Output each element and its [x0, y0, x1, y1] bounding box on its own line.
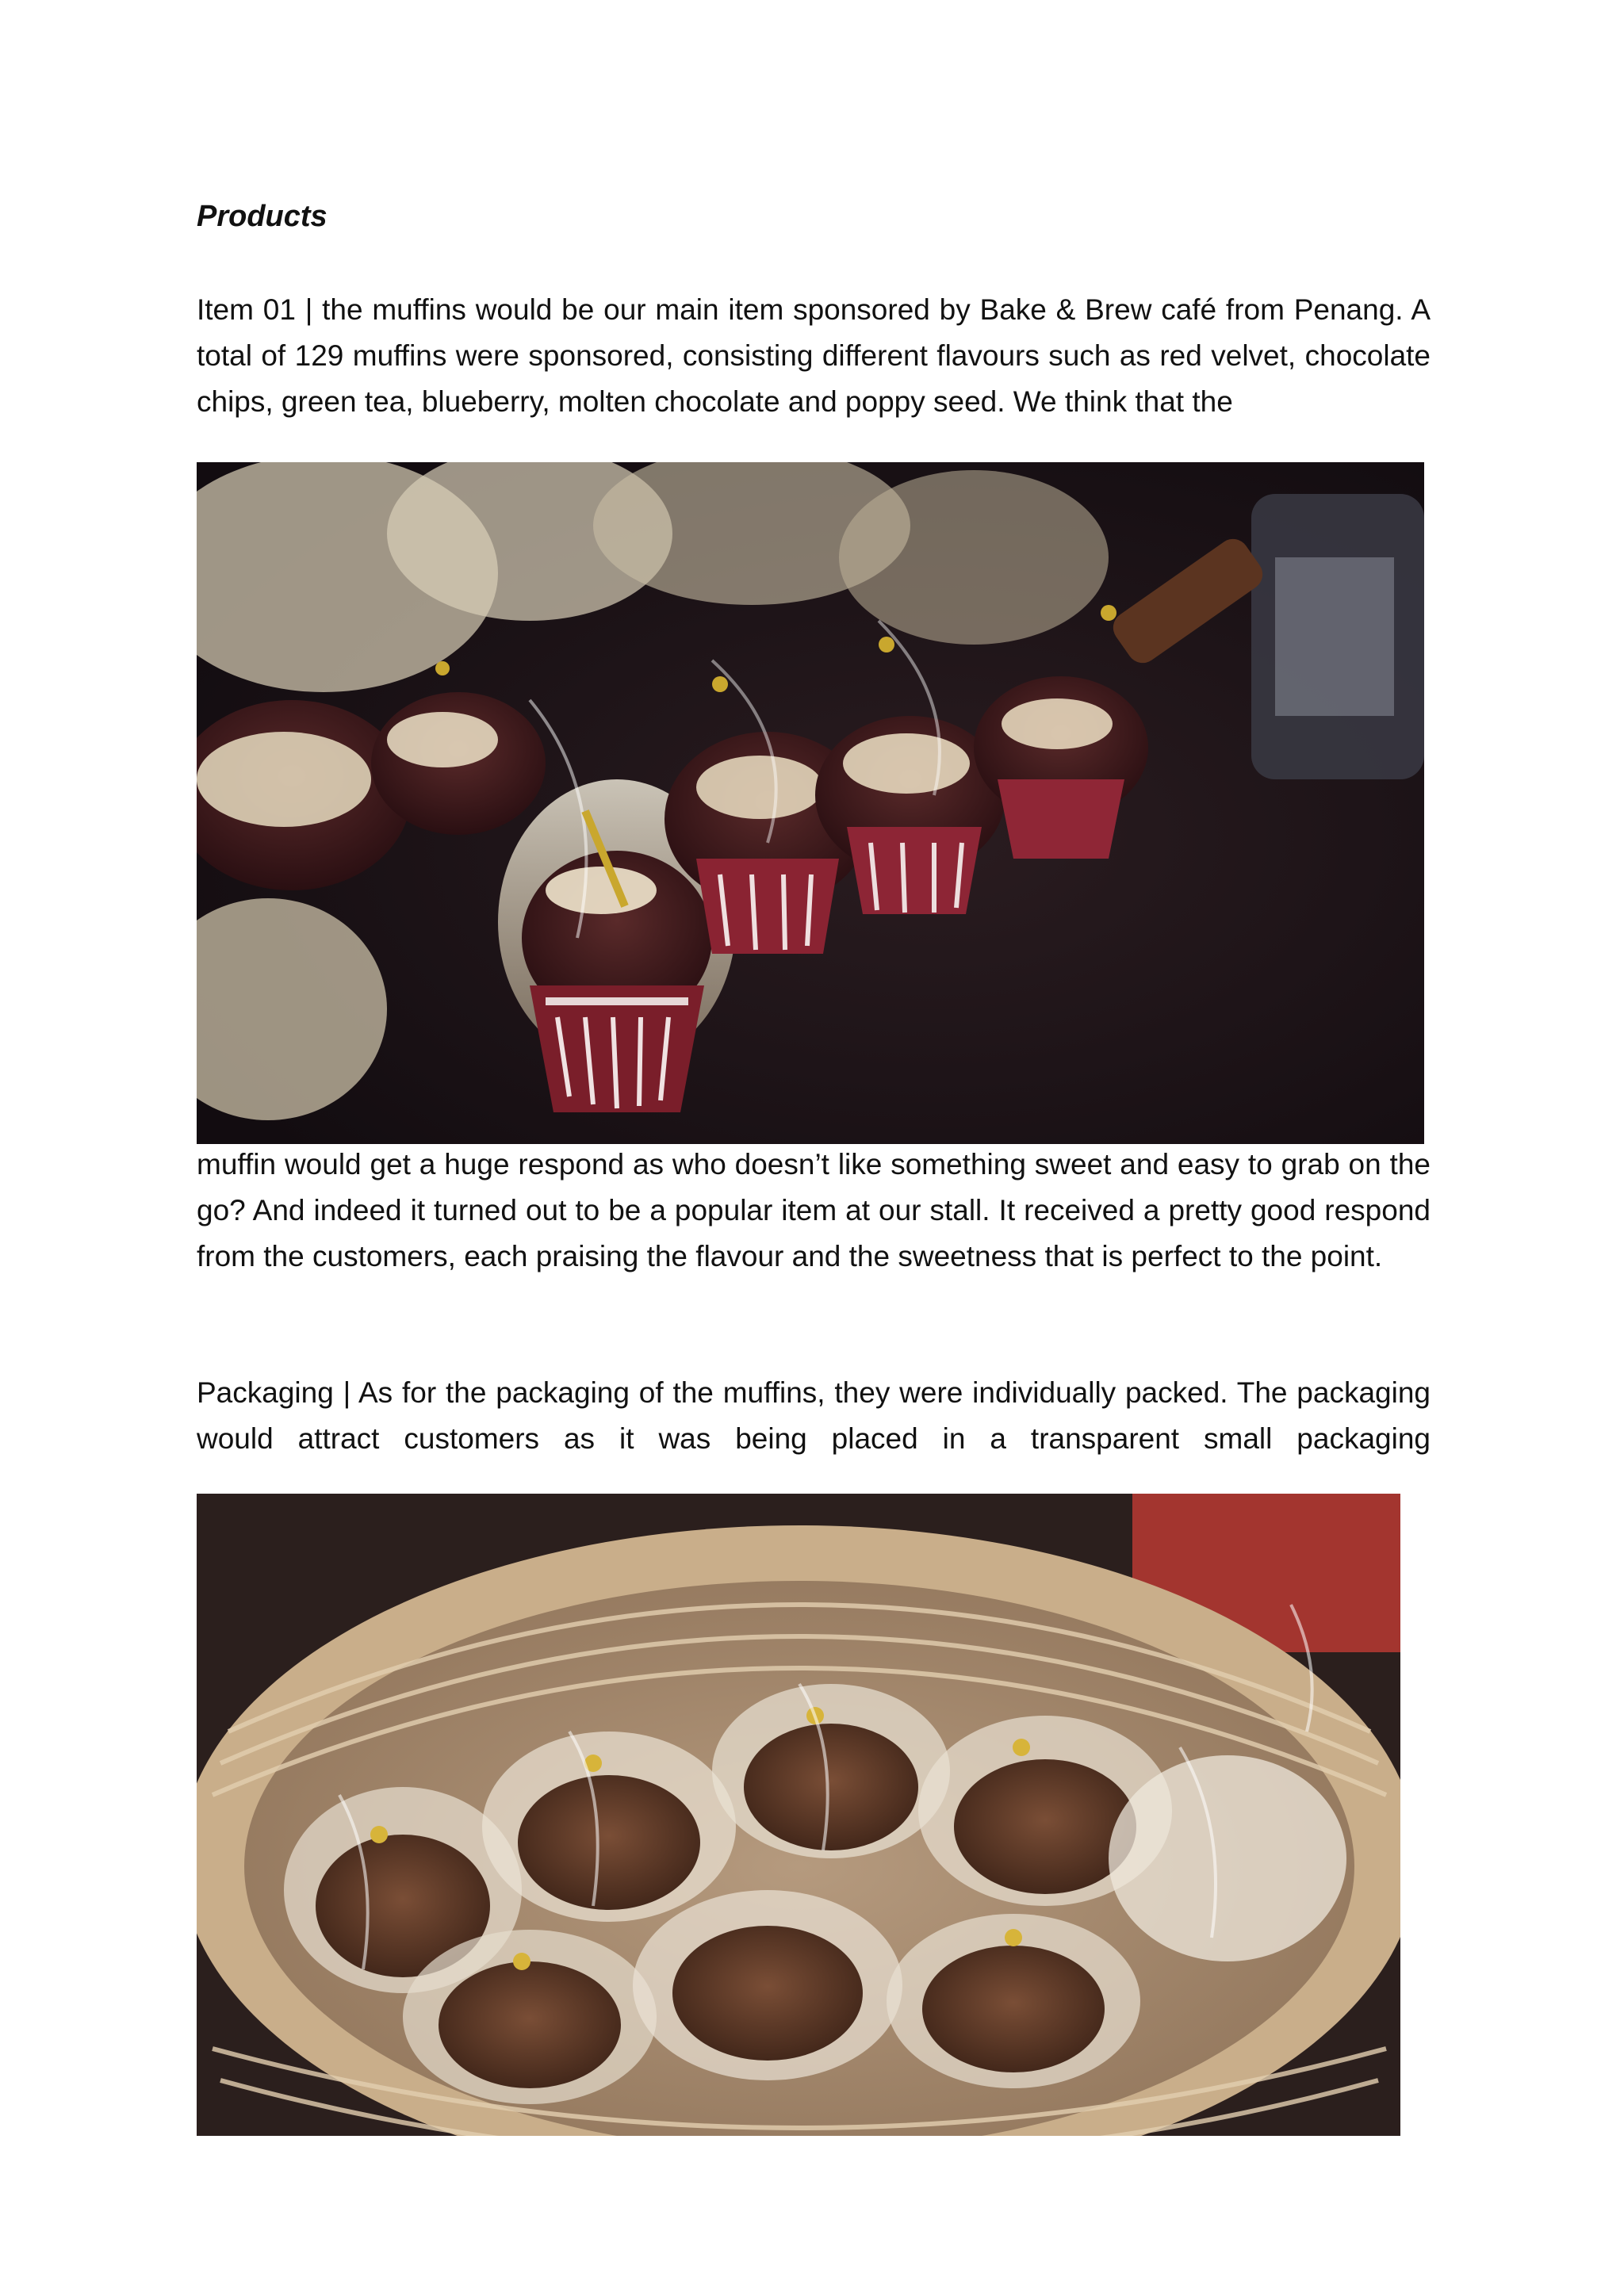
muffins-photo: [197, 462, 1424, 1144]
section-heading: Products: [197, 200, 327, 233]
paragraph-muffin-response: muffin would get a huge respond as who doesn’t like something sweet and easy to grab on the go? And indeed it turned out to be a popular item at our stall. It received a pretty good respond from the customers, each praising the flavour and the sweetness that is perfect to the point.: [197, 1148, 1431, 1272]
paragraph-item-01: Item 01 | the muffins would be our main item sponsored by Bake & Brew café from Penang. A total of 129 muffins were sponsored, consisting different flavours such as red velvet, chocolate chips, green tea, blueberry, molten chocolate and poppy seed. We think that the: [197, 293, 1431, 418]
paragraph-packaging: Packaging | As for the packaging of the muffins, they were individually packed. The packaging would attract customers as it was being placed in a transparent small packaging: [197, 1376, 1431, 1455]
basket-photo-image: [197, 1494, 1400, 2136]
muffins-photo-image: [197, 462, 1424, 1144]
basket-photo: [197, 1494, 1400, 2136]
